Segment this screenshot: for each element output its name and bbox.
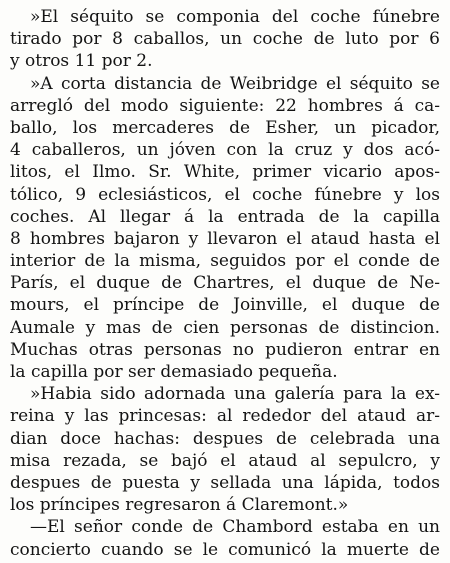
text-line-13: París, el duque de Chartres, el duque de Ne- <box>10 273 440 294</box>
text-line-21: misa rezada, se bajó el ataud al sepulcro, y <box>10 450 440 471</box>
text-line-2: tirado por 8 caballos, un coche de luto por 6 <box>10 29 440 50</box>
text-line-25: concierto cuando se le comunicó la muerte de <box>10 539 440 560</box>
text-line-5: arregló del modo siguiente: 22 hombres á ca- <box>10 95 440 116</box>
text-line-10: coches. Al llegar á la entrada de la capilla <box>10 206 440 227</box>
text-line-7: 4 caballeros, un jóven con la cruz y dos acó- <box>10 140 440 161</box>
text-line-15: Aumale y mas de cien personas de distincion. <box>10 317 440 338</box>
text-line-17: la capilla por ser demasiado pequeña. <box>10 362 338 382</box>
text-line-6: ballo, los mercaderes de Esher, un picador, <box>10 117 440 138</box>
text-line-12: interior de la misma, seguidos por el conde de <box>10 251 440 272</box>
text-line-11: 8 hombres bajaron y llevaron el ataud hasta el <box>10 228 440 249</box>
article-text <box>10 6 440 561</box>
text-line-1: »El séquito se componia del coche fúnebre <box>30 7 440 27</box>
text-line-9: tólico, 9 eclesiásticos, el coche fúnebre y los <box>10 184 440 205</box>
text-line-8: litos, el Ilmo. Sr. White, primer vicario apos- <box>10 162 440 183</box>
text-line-19: reina y las princesas: al rededor del ataud ar- <box>10 406 440 427</box>
text-line-22: despues de puesta y sellada una lápida, todos <box>10 472 440 493</box>
text-line-24: —El señor conde de Chambord estaba en un <box>30 517 440 538</box>
text-line-23: los príncipes regresaron á Claremont.» <box>10 495 349 516</box>
text-line-4: »A corta distancia de Weibridge el séquito se <box>30 73 440 94</box>
text-line-14: mours, el príncipe de Joinville, el duque de <box>10 295 440 316</box>
text-line-16: Muchas otras personas no pudieron entrar en <box>10 339 440 360</box>
text-line-3: y otros 11 por 2. <box>10 51 153 72</box>
text-line-18: »Habia sido adornada una galería para la ex- <box>30 384 440 405</box>
text-line-20: dian doce hachas: despues de celebrada una <box>10 428 440 449</box>
